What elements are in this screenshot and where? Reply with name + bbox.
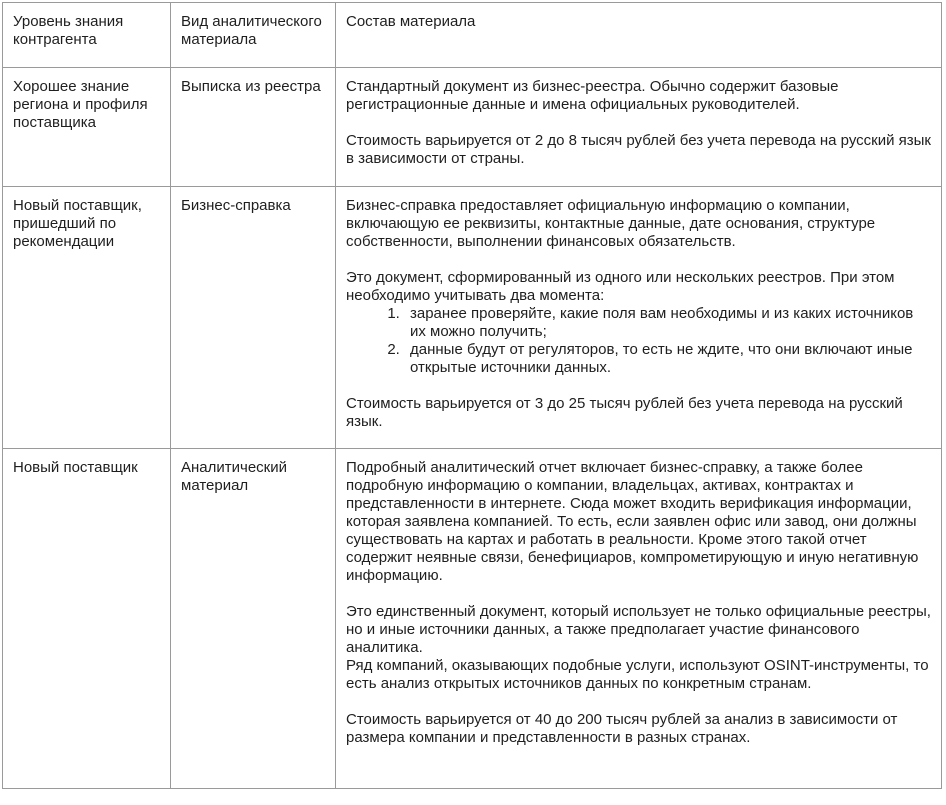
composition-paragraph: Это документ, сформированный из одного или нескольких реестров. При этом необходимо учитывать два момента: xyxy=(346,269,895,304)
header-counterparty-level: Уровень знания контрагента xyxy=(3,3,171,68)
composition-paragraph: Бизнес-справка предоставляет официальную информацию о компании, включающую ее реквизиты, контактные данные, дате основания, структуре собственности, выполнении финансовых обязательств. xyxy=(346,197,876,250)
table-row xyxy=(3,449,942,789)
composition-paragraph: Подробный аналитический отчет включает бизнес-справку, а также более подробную информацию о компании, владельцах, активах, контрактах и представленности в интернете. Сюда может входить верификация информации, которая заявлена компанией. То есть, если заявлен офис или завод, они должны существовать на картах и работать в реальности. Кроме этого такой отчет содержит неявные связи, бенефициаров, компрометирующую и иную негативную информацию. xyxy=(346,459,919,584)
header-material-type: Вид аналитического материала xyxy=(171,3,336,68)
analytics-materials-table xyxy=(2,2,942,789)
table-row xyxy=(3,187,942,449)
row-level: Новый поставщик, пришедший по рекомендации xyxy=(3,187,171,449)
composition-paragraph: Стоимость варьируется от 2 до 8 тысяч рублей без учета перевода на русский язык в зависимости от страны. xyxy=(346,132,931,167)
row-composition xyxy=(336,187,942,449)
row-type: Аналитический материал xyxy=(171,449,336,789)
composition-paragraph: Ряд компаний, оказывающих подобные услуги, используют OSINT-инструменты, то есть анализ открытых источников данных по конкретным странам. xyxy=(346,657,929,692)
composition-paragraph: Стандартный документ из бизнес-реестра. Обычно содержит базовые регистрационные данные и имена официальных руководителей. xyxy=(346,78,839,113)
row-composition xyxy=(336,449,942,789)
list-item: 2. данные будут от регуляторов, то есть не ждите, что они включают иные открытые источники данных. xyxy=(404,341,931,377)
row-level: Новый поставщик xyxy=(3,449,171,789)
row-type: Выписка из реестра xyxy=(171,68,336,187)
row-type: Бизнес-справка xyxy=(171,187,336,449)
composition-paragraph: Стоимость варьируется от 40 до 200 тысяч рублей за анализ в зависимости от размера компании и представленности в разных странах. xyxy=(346,711,898,746)
row-level: Хорошее знание региона и профиля поставщика xyxy=(3,68,171,187)
row-composition xyxy=(336,68,942,187)
composition-paragraph: Это единственный документ, который использует не только официальные реестры, но и иные источники данных, а также предполагает участие финансового аналитика. xyxy=(346,603,931,656)
list-item: 1. заранее проверяйте, какие поля вам необходимы и из каких источников их можно получить; xyxy=(404,305,931,341)
table-row xyxy=(3,68,942,187)
composition-paragraph: Стоимость варьируется от 3 до 25 тысяч рублей без учета перевода на русский язык. xyxy=(346,395,903,430)
numbered-list xyxy=(346,305,931,377)
table-header-row xyxy=(3,3,942,68)
header-material-composition: Состав материала xyxy=(336,3,942,68)
